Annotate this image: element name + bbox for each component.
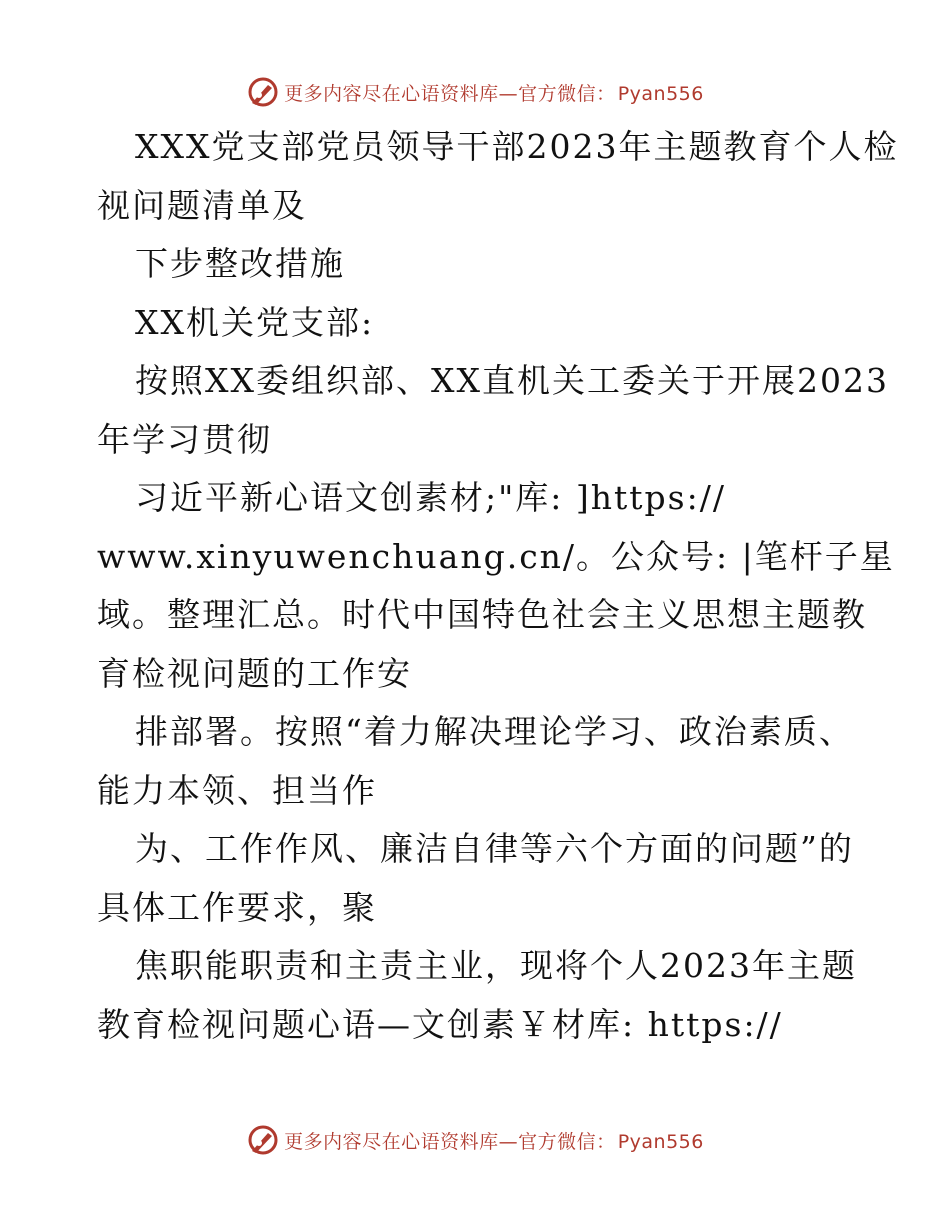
watermark-main-text: 更多内容尽在心语资料库 bbox=[284, 1130, 499, 1153]
doc-paragraph-line: 焦职能职责和主责主业，现将个人2023年主题 bbox=[135, 946, 857, 985]
watermark-official-label: 官方微信： bbox=[518, 82, 616, 105]
watermark-main-text: 更多内容尽在心语资料库 bbox=[284, 82, 499, 105]
header-watermark bbox=[0, 72, 950, 112]
doc-title-line-1: XXX党支部党员领导干部2023年主题教育个人检 bbox=[135, 127, 899, 166]
pen-circle-logo-icon bbox=[246, 75, 280, 109]
doc-paragraph-line: 年学习贯彻 bbox=[97, 419, 272, 459]
doc-paragraph-line: 能力本领、担当作 bbox=[97, 770, 377, 810]
watermark-official-label: 官方微信： bbox=[518, 1130, 616, 1153]
doc-paragraph-line: 习近平新心语文创素材;"库: ]https:// bbox=[135, 478, 726, 517]
watermark-wechat-id: Pyan556 bbox=[617, 1130, 704, 1153]
doc-paragraph-line: www.xinyuwenchuang.cn/。公众号: |笔杆子星 bbox=[97, 536, 895, 576]
footer-watermark bbox=[0, 1120, 950, 1160]
doc-paragraph-line: 育检视问题的工作安 bbox=[97, 653, 412, 693]
doc-paragraph-line: 具体工作要求，聚 bbox=[97, 887, 377, 927]
watermark-dash: — bbox=[498, 82, 519, 105]
pen-circle-logo-icon bbox=[246, 1123, 280, 1157]
doc-title-line-3: 下步整改措施 bbox=[135, 244, 345, 283]
doc-paragraph-line: 教育检视问题心语—文创素￥材库: https:// bbox=[97, 1004, 783, 1044]
doc-title-line-2: 视问题清单及 bbox=[97, 185, 307, 225]
document-body bbox=[97, 118, 899, 1054]
doc-paragraph-line: 为、工作作风、廉洁自律等六个方面的问题”的 bbox=[135, 829, 854, 868]
doc-recipient: XX机关党支部: bbox=[135, 302, 375, 342]
watermark-dash: — bbox=[498, 1130, 519, 1153]
watermark-wechat-id: Pyan556 bbox=[617, 82, 704, 105]
doc-paragraph-line: 排部署。按照“着力解决理论学习、政治素质、 bbox=[135, 712, 854, 751]
doc-paragraph-line: 按照XX委组织部、XX直机关工委关于开展2023 bbox=[135, 361, 889, 400]
doc-paragraph-line: 域。整理汇总。时代中国特色社会主义思想主题教 bbox=[97, 595, 867, 634]
